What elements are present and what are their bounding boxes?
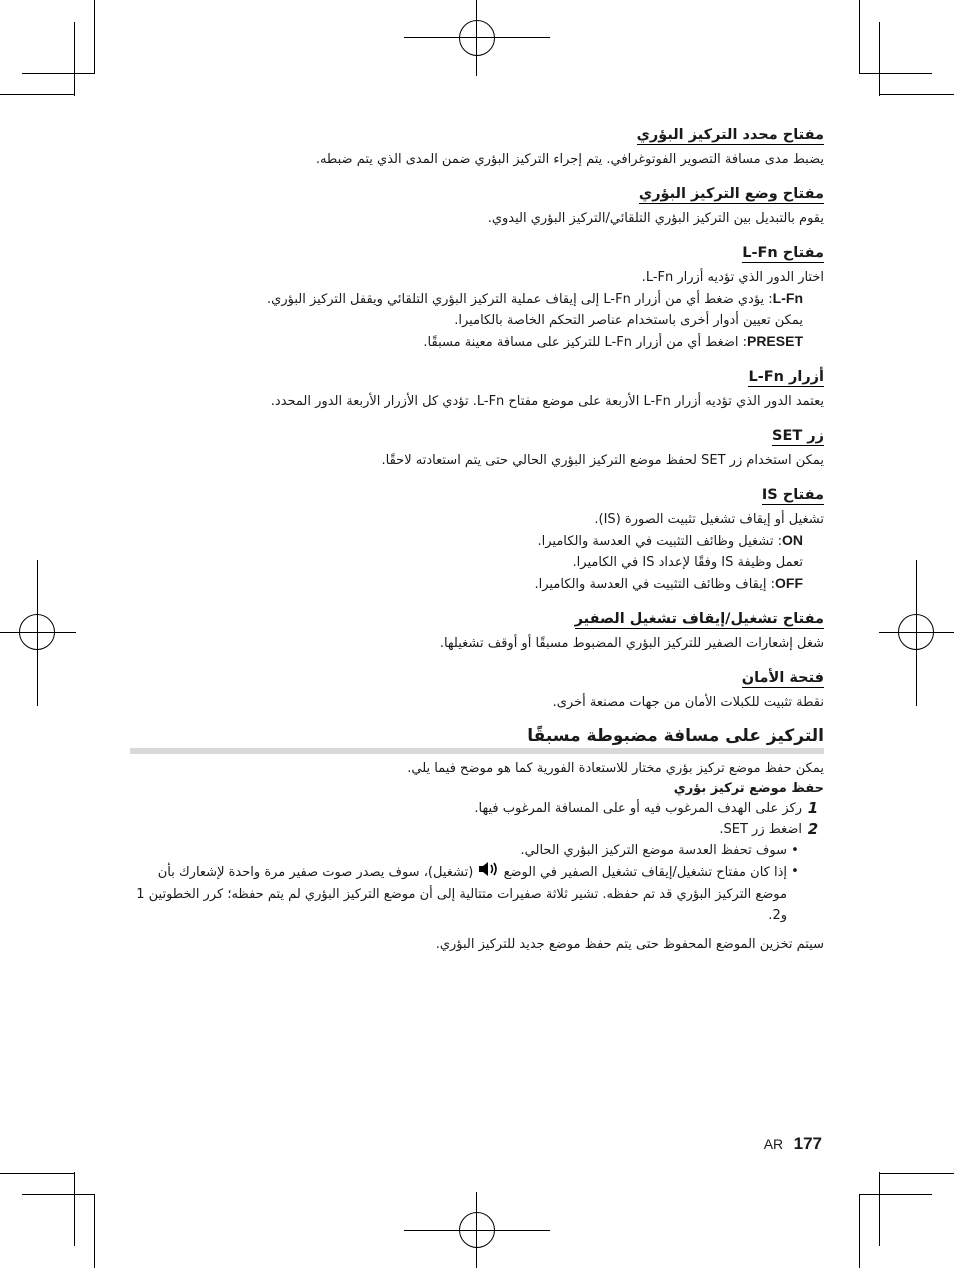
steps-list [130,798,824,840]
option-off: OFF: إيقاف وظائف التثبيت في العدسة والكاميرا. [534,575,803,592]
bullet-text: إذا كان مفتاح تشغيل/إيقاف تشغيل الصفير في الوضع (تشغيل)، سوف يصدر صوت صفير مرة واحدة لإشعارك بأن موضع التركيز البؤري قد تم حفظه. تشير ثلاثة صفيرات متتالية إلى أن موضع التركيز البؤري لم يتم حفظه؛ كرر الخطوتين 1 و2. [130,861,787,926]
preset-focus-section [130,726,824,955]
section-body: يعتمد الدور الذي تؤديه أزرار L-Fn الأربعة على موضع مفتاح L-Fn. تؤدي كل الأزرار الأربعة الدور المحدد. [270,394,824,409]
section-set-button [130,425,824,471]
step-text: اضغط زر SET. [719,822,802,837]
section-body: تشغيل أو إيقاف تشغيل تثبيت الصورة (IS). [594,512,824,527]
manual-page-content [130,124,824,955]
bullet-list [130,840,824,926]
bullet-item [130,861,803,926]
section-body: شغل إشعارات الصفير للتركيز البؤري المضبوط مسبقًا أو أوقف تشغيلها. [439,636,824,651]
section-is-switch [130,484,824,595]
option-on: ON: تشغيل وظائف التثبيت في العدسة والكاميرا. [537,532,803,549]
step-item [130,798,824,819]
section-focus-mode [130,183,824,229]
main-heading: التركيز على مسافة مضبوطة مسبقًا [527,726,824,746]
section-title: زر SET [772,428,824,444]
sub-heading: حفظ موضع تركيز بؤري [673,781,824,796]
option-lfn: L-Fn: يؤدي ضغط أي من أزرار L-Fn إلى إيقاف عملية التركيز البؤري التلقائي ويقفل التركيز البؤري. [267,290,803,307]
step-number: 1 [807,799,819,817]
section-body: اختار الدور الذي تؤديه أزرار L-Fn. [641,270,824,285]
section-title: مفتاح وضع التركيز البؤري [638,186,824,202]
page-number: 177 [793,1134,822,1153]
section-beep-switch [130,608,824,654]
section-title: مفتاح L-Fn [742,245,824,261]
section-lfn-switch [130,242,824,353]
section-title: فتحة الأمان [741,670,824,686]
page-footer [764,1134,822,1154]
step-number: 2 [807,820,819,838]
step-text: ركز على الهدف المرغوب فيه أو على المسافة المرغوب فيها. [474,801,802,816]
section-title: مفتاح IS [761,487,824,503]
step-item [130,819,824,840]
bullet-dot: • [791,843,799,858]
speaker-icon [477,861,499,884]
section-title: مفتاح تشغيل/إيقاف تشغيل الصفير [574,611,824,627]
option-note: يمكن تعيين أدوار أخرى باستخدام عناصر التحكم الخاصة بالكاميرا. [454,313,803,328]
section-body: يقوم بالتبديل بين التركيز البؤري التلقائي/التركيز البؤري اليدوي. [487,211,824,226]
section-body: يضبط مدى مسافة التصوير الفوتوغرافي. يتم إجراء التركيز البؤري ضمن المدى الذي يتم ضبطه. [315,152,824,167]
section-body: نقطة تثبيت للكبلات الأمان من جهات مصنعة أخرى. [552,695,824,710]
bullet-item [130,840,803,861]
section-focus-limiter [130,124,824,170]
main-intro: يمكن حفظ موضع تركيز بؤري مختار للاستعادة الفورية كما هو موضح فيما يلي. [407,761,824,776]
heading-bar [130,748,824,754]
section-security-slot [130,667,824,713]
section-title: أزرار L-Fn [748,369,824,385]
closing-text: سيتم تخزين الموضع المحفوظ حتى يتم حفظ موضع جديد للتركيز البؤري. [435,937,824,952]
option-preset: PRESET: اضغط أي من أزرار L-Fn للتركيز على مسافة معينة مسبقًا. [423,333,803,350]
section-title: مفتاح محدد التركيز البؤري [636,127,824,143]
section-lfn-buttons [130,366,824,412]
option-note: تعمل وظيفة IS وفقًا لإعداد IS في الكاميرا. [572,555,803,570]
bullet-text: سوف تحفظ العدسة موضع التركيز البؤري الحالي. [520,843,787,858]
language-code: AR [763,1136,784,1152]
bullet-dot: • [791,864,799,879]
section-body: يمكن استخدام زر SET لحفظ موضع التركيز البؤري الحالي حتى يتم استعادته لاحقًا. [381,453,824,468]
